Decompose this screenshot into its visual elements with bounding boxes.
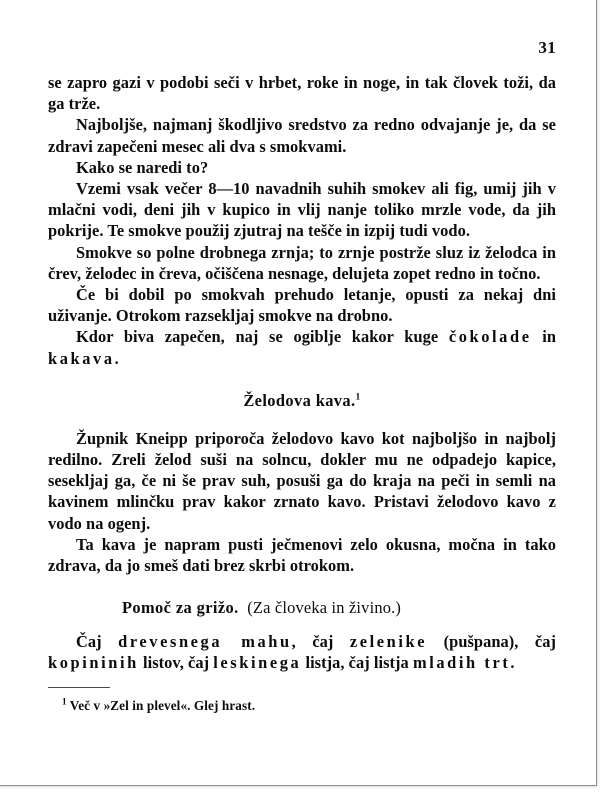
paragraph-2: Najboljše, najmanj škodljivo sredstvo za redno odvajanje je, da se zdravi zapečeni mesec ali dva s smokvami.	[48, 115, 556, 156]
paragraph-10-lead: Čaj	[76, 632, 119, 652]
footnote-number: 1	[62, 696, 67, 707]
paragraph-1: se zapro gazi v podobi seči v hrbet, roke in noge, in tak človek toži, da ga trže.	[48, 73, 556, 114]
section-heading-2-text: Pomoč za grižo.	[122, 598, 239, 618]
tracked-word-mladih-trt: mladih trt	[412, 653, 511, 673]
footnote-1	[48, 697, 556, 714]
page-bottom-edge-shadow	[0, 786, 597, 789]
paragraph-7-mid: in	[531, 327, 556, 347]
text-block	[48, 72, 556, 714]
section-heading-pomoc-za-grizo	[48, 597, 556, 618]
paragraph-9: Ta kava je napram pusti ječmenovi zelo okusna, močna in tako zdrava, da jo smeš dati brez skrbi otrokom.	[48, 534, 556, 576]
footnote-text: Več v »Zel in plevel«. Glej hrast.	[69, 697, 256, 713]
paragraph-5: Smokve so polne drobnega zrnja; to zrnje postrže sluz iz želodca in črev, želodec in čreva, očiščena nesnage, delujeta zopet redno in točno.	[48, 242, 556, 283]
paragraph-7-lead: Kdor biva zapečen, naj se ogiblje kakor kuge	[76, 327, 449, 347]
section-heading-zelodova-kava	[48, 390, 556, 411]
paragraph-10-mid-d: listja, čaj listja	[301, 653, 413, 673]
section-heading-1-text: Želodova kava.	[243, 390, 356, 410]
paragraph-10-mid-a: , čaj	[291, 632, 350, 652]
spacer-before-heading-1	[48, 369, 556, 390]
paragraph-10	[48, 631, 556, 673]
paragraph-7-tail: .	[114, 348, 119, 368]
tracked-word-zelenike: zelenike	[349, 632, 428, 652]
paragraph-3: Kako se naredi to?	[76, 157, 209, 177]
tracked-word-drevesnega-mahu: drevesnega mahu	[118, 632, 292, 652]
footnote-separator-rule	[48, 687, 110, 688]
section-heading-2-subtitle-text: (Za človeka in živino.)	[247, 598, 402, 618]
section-heading-2-subtitle	[239, 598, 402, 617]
paragraph-6: Če bi dobil po smokvah prehudo letanje, opusti za nekaj dni uživanje. Otrokom razsekljaj smokve na drobno.	[48, 285, 556, 326]
page-right-edge-shadow	[597, 0, 600, 785]
tracked-word-leskinega: leskinega	[213, 653, 302, 673]
tracked-word-kopininih: kopininih	[48, 653, 139, 673]
tracked-word-kakava: kakava	[48, 348, 115, 368]
paragraph-10-mid-c: listov, čaj	[138, 653, 214, 673]
footnote-reference-mark: 1	[355, 392, 361, 403]
paragraph-8: Župnik Kneipp priporoča želodovo kavo kot najboljšo in najbolj redilno. Zreli želod suši na solncu, dokler mu ne odpadejo kapice, sesekljaj ga, če ni še prav suh, posuši ga do kraja na peči in semli na kavinem mlinčku prav kakor zrnato kavo. Pristavi želodovo kavo z vodo na ogenj.	[48, 428, 556, 533]
spacer-after-heading-1	[48, 411, 556, 428]
page-number: 31	[538, 38, 556, 57]
paragraph-7	[48, 326, 556, 368]
paragraph-10-tail: .	[510, 653, 515, 673]
paragraph-4: Vzemi vsak večer 8—10 navadnih suhih smokev ali fig, umij jih v mlačni vodi, deni jih v kupico in vlij nanje toliko mrzle vode, da jih pokrije. Te smokve použij zjutraj na tešče in izpij tudi vodo.	[48, 179, 556, 241]
tracked-word-cokolade: čokolade	[448, 327, 532, 347]
spacer-before-heading-2	[48, 576, 556, 597]
spacer-after-heading-2	[48, 618, 556, 631]
paragraph-10-mid-b: (pušpana), čaj	[427, 632, 556, 652]
footnote-separator-wrap	[48, 674, 556, 697]
